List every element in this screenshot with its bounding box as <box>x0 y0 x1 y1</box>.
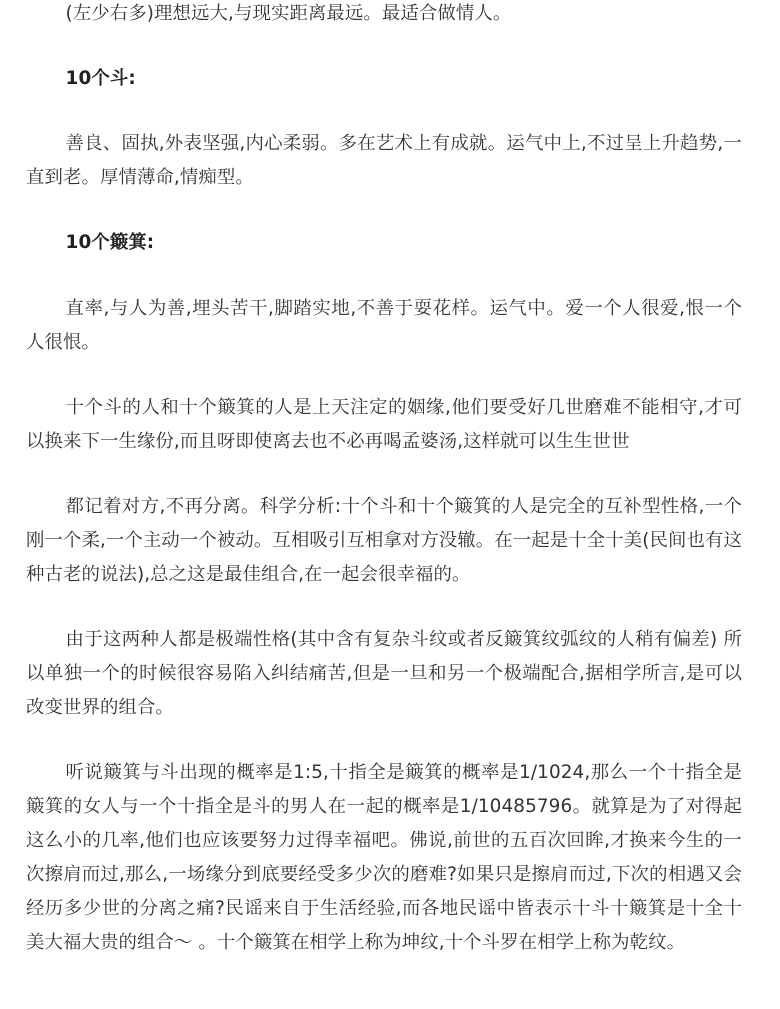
paragraph-probability: 听说簸箕与斗出现的概率是1:5,十指全是簸箕的概率是1/1024,那么一个十指全是簸箕的女人与一个十指全是斗的男人在一起的概率是1/10485796。就算是为了对得起这么小的几率,他们也应该要努力过得幸福吧。佛说,前世的五百次回眸,才换来今生的一次擦肩而过,那么,一场缘分到底要经受多少次的磨难?如果只是擦肩而过,下次的相遇又会经历多少世的分离之痛?民谣来自于生活经验,而各地民谣中皆表示十斗十簸箕是十全十美大福大贵的组合～ 。十个簸箕在相学上称为坤纹,十个斗罗在相学上称为乾纹。 <box>26 762 742 953</box>
paragraph-ten-whorls-traits: 善良、固执,外表坚强,内心柔弱。多在艺术上有成就。运气中上,不过呈上升趋势,一直到老。厚情薄命,情痴型。 <box>26 133 742 188</box>
paragraph-ten-loops-traits: 直率,与人为善,埋头苦干,脚踏实地,不善于耍花样。运气中。爱一个人很爱,恨一个人很恨。 <box>26 298 742 353</box>
paragraph-destined-match: 十个斗的人和十个簸箕的人是上天注定的姻缘,他们要受好几世磨难不能相守,才可以换来下一生缘份,而且呀即使离去也不必再喝孟婆汤,这样就可以生生世世 <box>26 397 742 452</box>
paragraph-extreme-personality: 由于这两种人都是极端性格(其中含有复杂斗纹或者反簸箕纹弧纹的人稍有偏差) 所以单独一个的时候很容易陷入纠结痛苦,但是一旦和另一个极端配合,据相学所言,是可以改变世界的组合。 <box>26 629 742 718</box>
heading-ten-whorls: 10个斗: <box>65 68 136 89</box>
paragraph-scientific-analysis: 都记着对方,不再分离。科学分析:十个斗和十个簸箕的人是完全的互补型性格,一个刚一个柔,一个主动一个被动。互相吸引互相拿对方没辙。在一起是十全十美(民间也有这种古老的说法),总之这是最佳组合,在一起会很幸福的。 <box>26 496 742 585</box>
paragraph-left-less-right-more: (左少右多)理想远大,与现实距离最远。最适合做情人。 <box>65 3 512 24</box>
heading-ten-loops: 10个簸箕: <box>65 232 155 253</box>
